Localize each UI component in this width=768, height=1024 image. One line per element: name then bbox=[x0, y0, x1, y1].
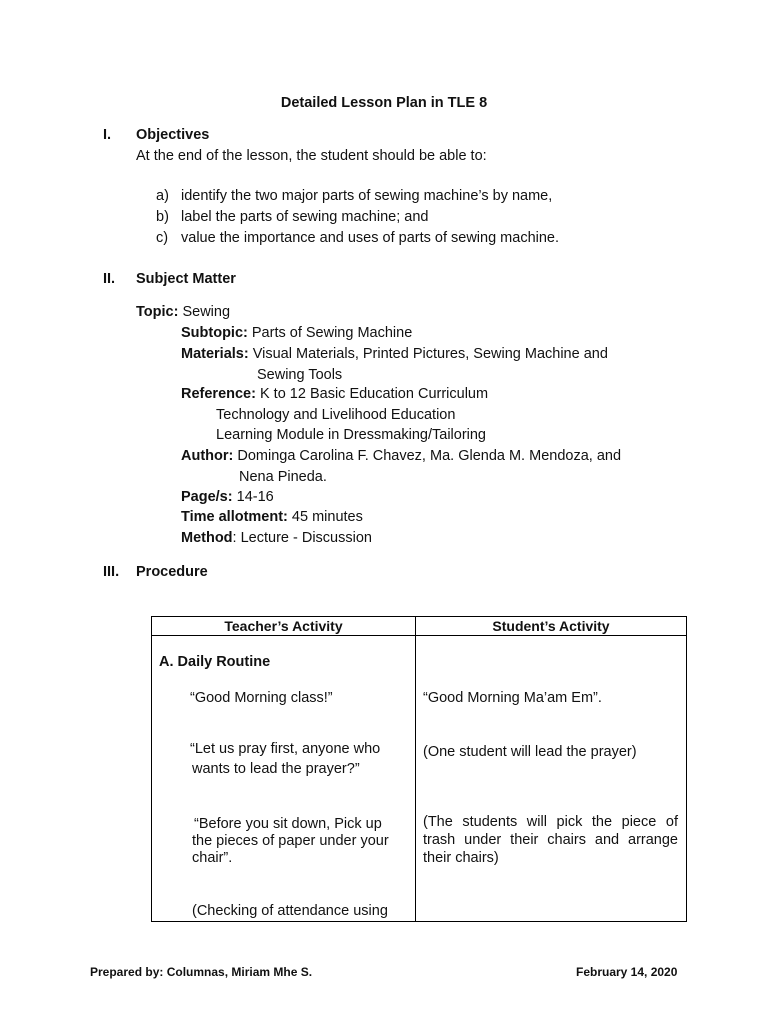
objective-item-c: value the importance and uses of parts of sewing machine. bbox=[181, 230, 560, 246]
time-allotment-value: 45 minutes bbox=[291, 509, 363, 525]
author-value: Dominga Carolina F. Chavez, Ma. Glenda M. Mendoza, and bbox=[237, 448, 622, 464]
time-allotment-line bbox=[181, 507, 363, 527]
teacher-prayer-line2: wants to lead the prayer?” bbox=[192, 761, 360, 777]
objectives-intro: At the end of the lesson, the student should be able to: bbox=[136, 148, 487, 164]
pages-line bbox=[181, 487, 274, 507]
objective-letter-b: b) bbox=[156, 209, 169, 225]
prepared-by: Prepared by: Columnas, Miriam Mhe S. bbox=[90, 965, 313, 979]
objectives-heading: Objectives bbox=[136, 127, 210, 143]
topic-line bbox=[136, 302, 230, 322]
teacher-sit-line3: chair”. bbox=[192, 850, 233, 866]
document-title: Detailed Lesson Plan in TLE 8 bbox=[280, 95, 488, 111]
procedure-numeral: III. bbox=[103, 564, 120, 580]
teacher-greeting: “Good Morning class!” bbox=[190, 690, 333, 706]
time-allotment-label: Time allotment: bbox=[181, 509, 288, 525]
topic-label: Topic: bbox=[136, 304, 179, 320]
reference-label: Reference: bbox=[181, 386, 256, 402]
materials-value-continued: Sewing Tools bbox=[257, 367, 343, 383]
student-activity-header: Student’s Activity bbox=[416, 617, 687, 636]
reference-line bbox=[181, 384, 488, 404]
teacher-sit-line2: the pieces of paper under your bbox=[192, 833, 389, 849]
author-value-continued: Nena Pineda. bbox=[239, 469, 327, 485]
teacher-sit-line1: “Before you sit down, Pick up bbox=[194, 816, 382, 832]
method-line bbox=[181, 528, 372, 548]
method-label: Method bbox=[181, 530, 233, 546]
materials-line bbox=[181, 344, 608, 364]
objectives-numeral: I. bbox=[103, 127, 112, 143]
student-prayer: (One student will lead the prayer) bbox=[423, 744, 637, 760]
materials-value: Visual Materials, Printed Pictures, Sewing Machine and bbox=[252, 346, 608, 362]
table-header-row bbox=[152, 617, 687, 636]
reference-value-line3: Learning Module in Dressmaking/Tailoring bbox=[216, 427, 486, 443]
subject-matter-numeral: II. bbox=[103, 271, 116, 287]
student-trash-response: (The students will pick the piece of trash under their chairs and arrange their chairs) bbox=[423, 814, 678, 866]
student-greeting: “Good Morning Ma’am Em”. bbox=[423, 690, 602, 706]
author-label: Author: bbox=[181, 448, 234, 464]
procedure-table bbox=[151, 616, 687, 922]
teacher-prayer-line1: “Let us pray first, anyone who bbox=[190, 741, 381, 757]
objective-letter-a: a) bbox=[156, 188, 169, 204]
subject-matter-heading: Subject Matter bbox=[136, 271, 236, 287]
method-value: : Lecture - Discussion bbox=[232, 530, 372, 546]
author-line bbox=[181, 446, 621, 466]
objective-letter-c: c) bbox=[156, 230, 169, 246]
teacher-activity-cell bbox=[152, 636, 416, 922]
subtopic-value: Parts of Sewing Machine bbox=[251, 325, 413, 341]
reference-value: K to 12 Basic Education Curriculum bbox=[259, 386, 489, 402]
student-activity-cell bbox=[416, 636, 687, 922]
teacher-attendance: (Checking of attendance using bbox=[192, 903, 388, 919]
teacher-activity-header: Teacher’s Activity bbox=[152, 617, 416, 636]
pages-label: Page/s: bbox=[181, 489, 233, 505]
topic-value: Sewing bbox=[182, 304, 231, 320]
materials-label: Materials: bbox=[181, 346, 249, 362]
daily-routine-heading: A. Daily Routine bbox=[159, 654, 271, 670]
subtopic-line bbox=[181, 323, 412, 343]
table-row bbox=[152, 636, 687, 922]
reference-value-line2: Technology and Livelihood Education bbox=[216, 407, 456, 423]
subtopic-label: Subtopic: bbox=[181, 325, 248, 341]
objective-item-a: identify the two major parts of sewing machine’s by name, bbox=[181, 188, 553, 204]
pages-value: 14-16 bbox=[236, 489, 274, 505]
objective-item-b: label the parts of sewing machine; and bbox=[181, 209, 429, 225]
procedure-heading: Procedure bbox=[136, 564, 208, 580]
document-date: February 14, 2020 bbox=[576, 965, 678, 979]
